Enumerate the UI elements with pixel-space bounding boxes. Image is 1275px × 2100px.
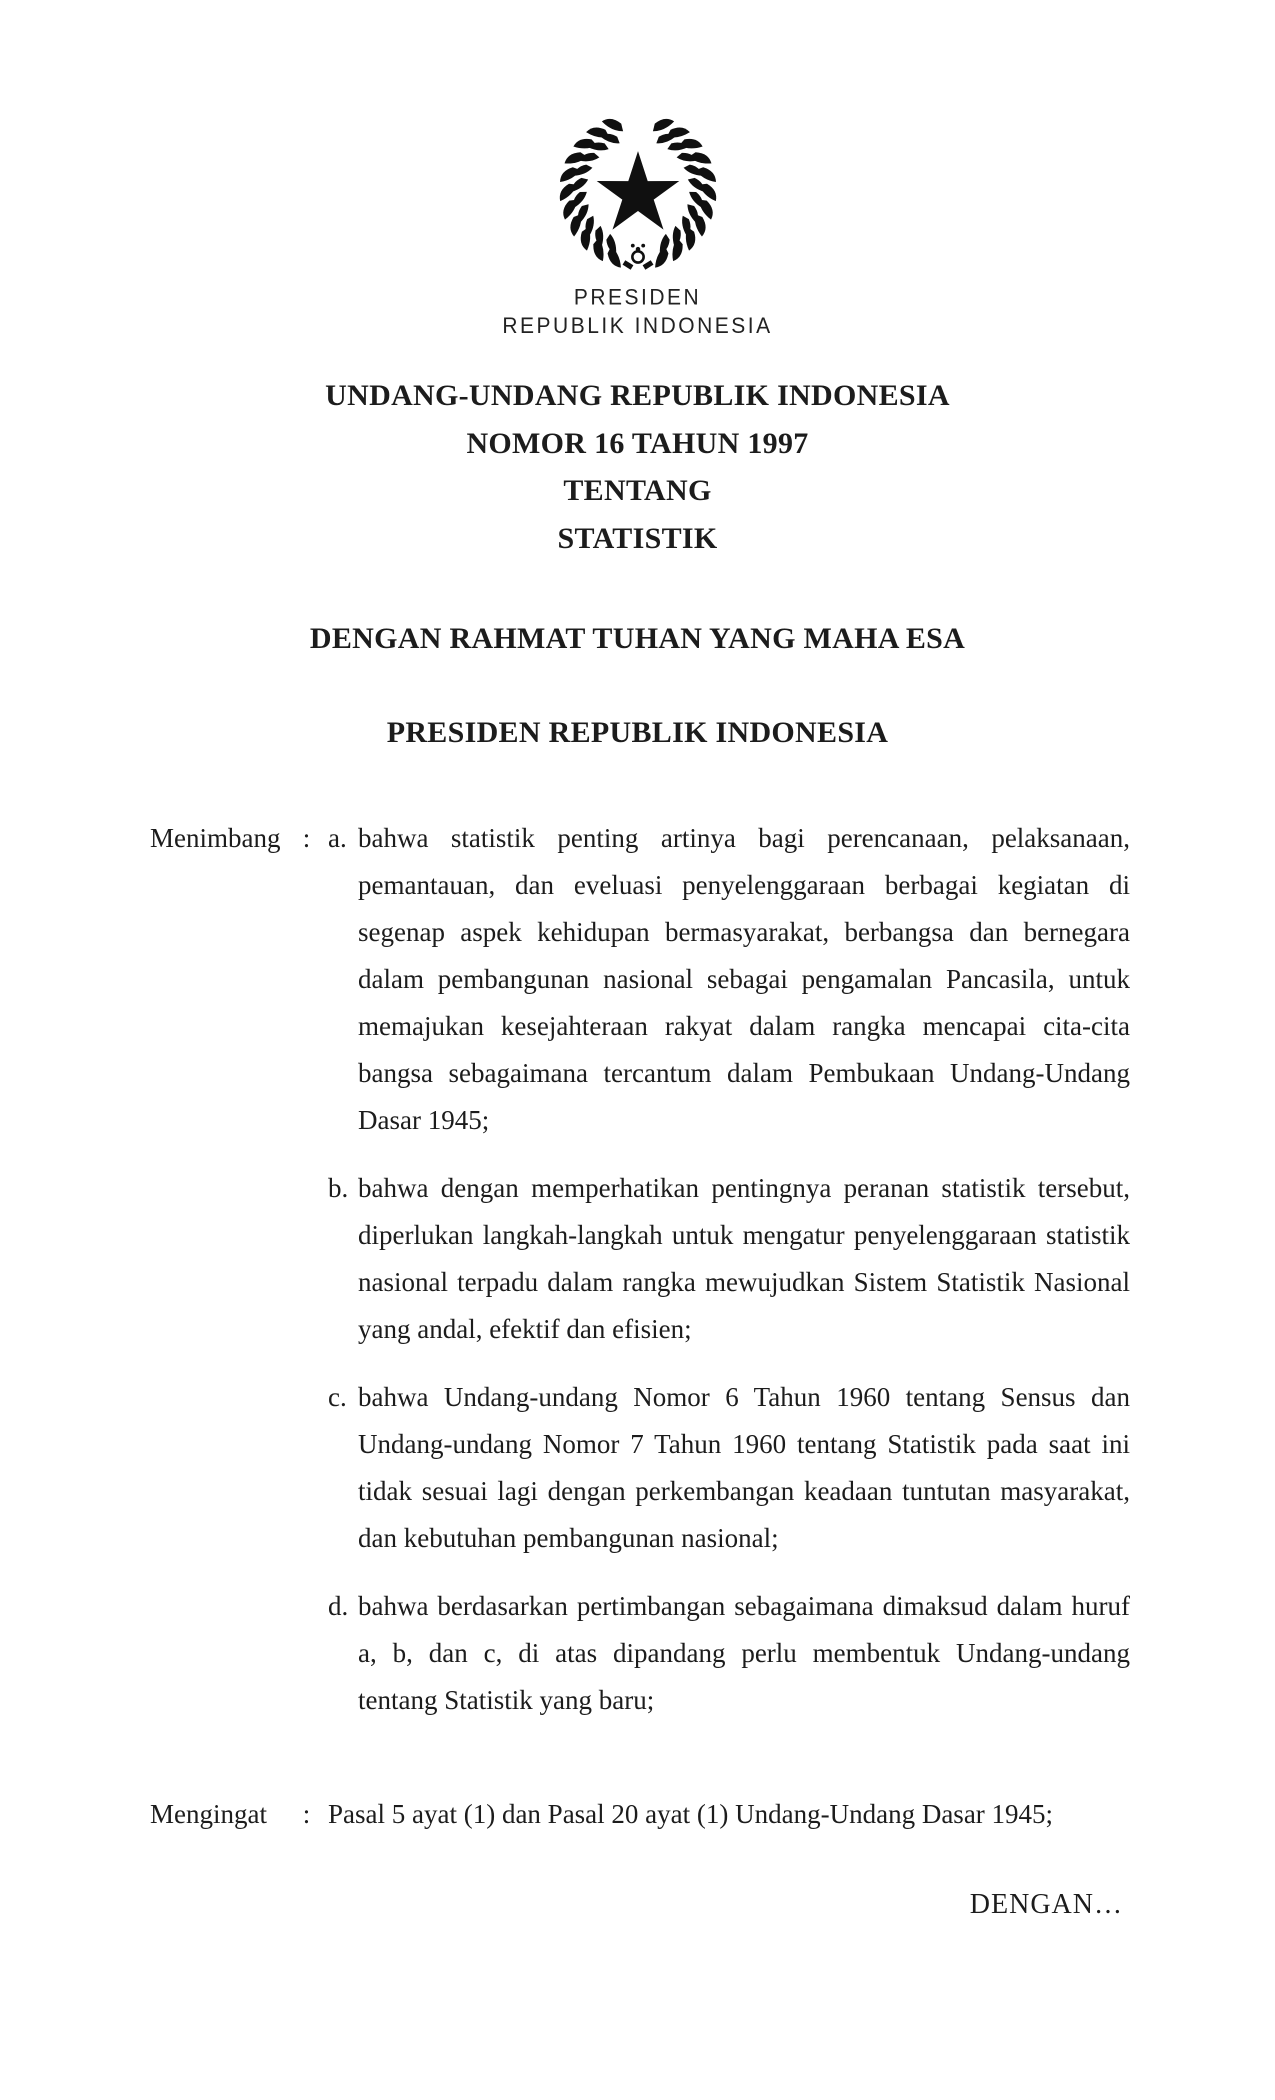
mengingat-label: Mengingat	[150, 1799, 267, 1829]
text-line: bangsa sebagaimana tercantum dalam Pembukaan Undang-Undang	[358, 1058, 1130, 1088]
presidential-seal	[0, 106, 1275, 276]
mengingat-text: Pasal 5 ayat (1) dan Pasal 20 ayat (1) Undang-Undang Dasar 1945;	[328, 1799, 1054, 1829]
text-line: dalam pembangunan nasional sebagai pengamalan Pancasila, untuk	[358, 964, 1130, 994]
text-line: diperlukan langkah-langkah untuk mengatur penyelenggaraan statistik	[358, 1220, 1130, 1250]
text-line: memajukan kesejahteraan rakyat dalam rangka mencapai cita-cita	[358, 1011, 1130, 1041]
text-line: nasional terpadu dalam rangka mewujudkan Sistem Statistik Nasional	[358, 1267, 1130, 1297]
law-title-line4: STATISTIK	[557, 521, 718, 555]
text-line: bahwa statistik penting artinya bagi perencanaan, pelaksanaan,	[358, 823, 1130, 853]
text-line: a, b, dan c, di atas dipandang perlu membentuk Undang-undang	[358, 1638, 1130, 1668]
item-marker: d.	[328, 1591, 349, 1621]
menimbang-item-c	[328, 1374, 1130, 1562]
item-marker: b.	[328, 1173, 349, 1203]
text-line: Dasar 1945;	[358, 1105, 490, 1135]
letterhead-line2: REPUBLIK INDONESIA	[502, 314, 773, 339]
item-marker: c.	[328, 1382, 347, 1412]
text-line: yang andal, efektif dan efisien;	[358, 1314, 692, 1344]
menimbang-item-d	[328, 1583, 1130, 1724]
text-line: Undang-undang Nomor 7 Tahun 1960 tentang Statistik pada saat ini	[358, 1429, 1130, 1459]
law-title-line1: UNDANG-UNDANG REPUBLIK INDONESIA	[325, 379, 950, 412]
menimbang-section	[150, 815, 1130, 1724]
item-text	[358, 1165, 1130, 1353]
text-line: bahwa berdasarkan pertimbangan sebagaimana dimaksud dalam huruf	[358, 1591, 1130, 1621]
letterhead	[0, 284, 1275, 341]
mengingat-colon: :	[302, 1799, 311, 1829]
law-title-line2: NOMOR 16 TAHUN 1997	[466, 426, 809, 460]
authority-line: PRESIDEN REPUBLIK INDONESIA	[386, 716, 889, 749]
item-text	[358, 1583, 1130, 1724]
item-text	[358, 1374, 1130, 1562]
menimbang-items	[328, 815, 1130, 1724]
star-wreath-icon	[550, 106, 726, 276]
law-title	[0, 372, 1275, 562]
invocation-line: DENGAN RAHMAT TUHAN YANG MAHA ESA	[309, 622, 966, 655]
menimbang-label: Menimbang	[150, 823, 281, 853]
law-title-line3: TENTANG	[563, 474, 712, 507]
text-line: tentang Statistik yang baru;	[358, 1685, 655, 1715]
text-line: dan kebutuhan pembangunan nasional;	[358, 1523, 779, 1553]
menimbang-colon: :	[302, 823, 311, 853]
mengingat-section	[150, 1791, 1130, 1838]
catchword: DENGAN…	[969, 1889, 1123, 1920]
text-line: pemantauan, dan eveluasi penyelenggaraan berbagai kegiatan di	[358, 870, 1130, 900]
text-line: segenap aspek kehidupan bermasyarakat, berbangsa dan bernegara	[358, 917, 1130, 947]
text-line: tidak sesuai lagi dengan perkembangan keadaan tuntutan masyarakat,	[358, 1476, 1130, 1506]
menimbang-item-b	[328, 1165, 1130, 1353]
item-text	[358, 815, 1130, 1144]
menimbang-item-a	[328, 815, 1130, 1144]
text-line: bahwa dengan memperhatikan pentingnya peranan statistik tersebut,	[358, 1173, 1130, 1203]
letterhead-line1: PRESIDEN	[573, 285, 702, 310]
item-marker: a.	[328, 823, 347, 853]
text-line: bahwa Undang-undang Nomor 6 Tahun 1960 tentang Sensus dan	[358, 1382, 1130, 1412]
